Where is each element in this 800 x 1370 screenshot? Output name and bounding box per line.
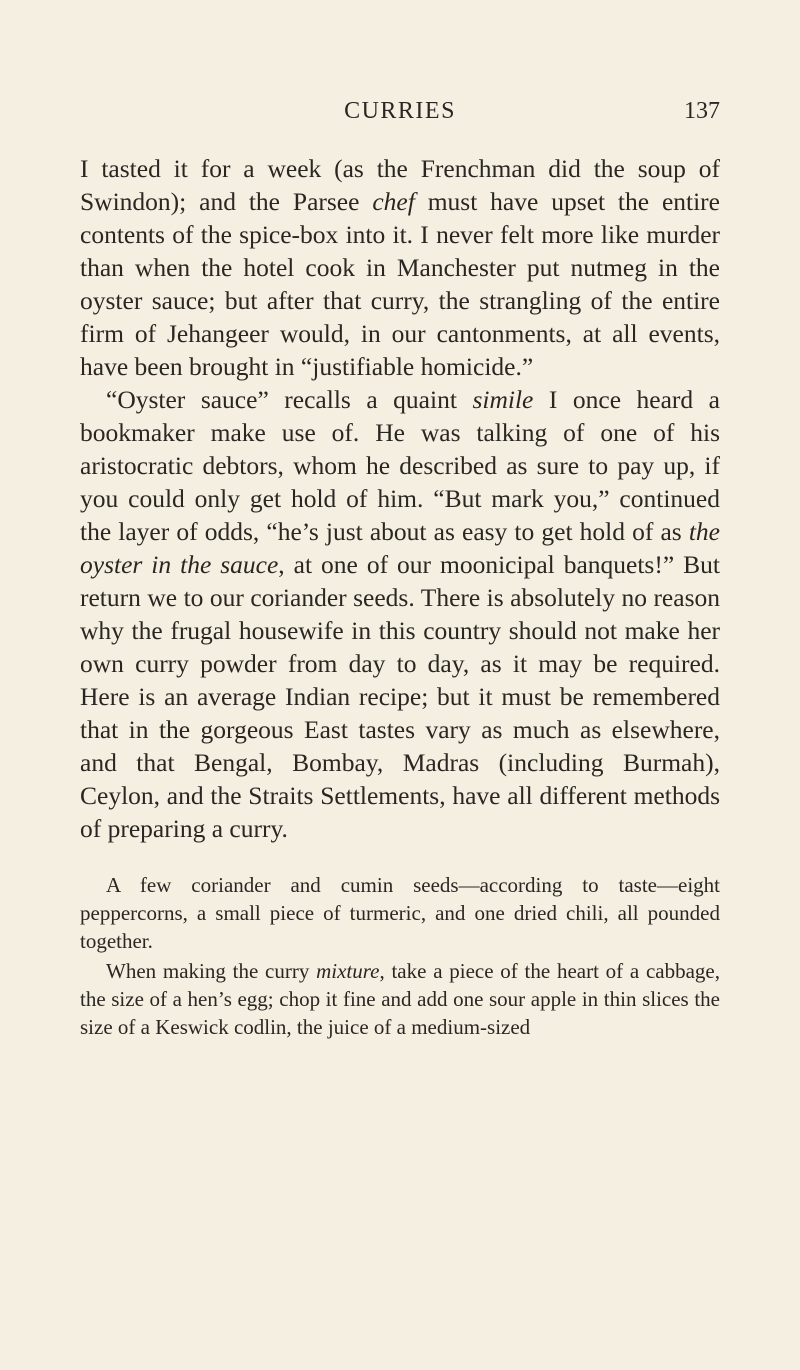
paragraph <box>80 383 720 845</box>
recipe-paragraph: A few coriander and cumin seeds—according to taste—eight peppercorns, a small piece of turmeric, and one dried chili, all pounded together. <box>80 873 720 953</box>
running-title: CURRIES <box>344 98 456 124</box>
text-run: , at one of our moonicipal banquets!” But return we to our coriander seeds. There is absolutely no reason why the frugal housewife in this country should not make her own curry powder from day to day, as it may be required. Here is an average Indian recipe; but it must be remembered that in the gorgeous East tastes vary as much as elsewhere, and that Bengal, Bombay, Madras (including Burmah), Ceylon, and the Straits Settlements, have all different methods of preparing a curry. <box>80 550 720 843</box>
italic-phrase: the oyster in the sauce <box>80 517 720 579</box>
main-text <box>80 152 720 845</box>
text-run: I once heard a bookmaker make use of. He was talking of one of his aristocratic debtors, whom he described as sure to pay up, if you could only get hold of him. “But mark you,” continued the layer of odds, “he’s just about as easy to get hold of as <box>80 385 721 546</box>
italic-word: mixture <box>316 959 380 983</box>
running-head <box>80 92 720 132</box>
text-run: When making the curry <box>106 959 317 983</box>
italic-word: chef <box>372 187 415 216</box>
italic-word: simile <box>472 385 534 414</box>
text-run: , take a piece of the heart of a cabbage, the size of a hen’s egg; chop it fine and add one sour apple in thin slices the size of a Keswick codlin, the juice of a medium-sized <box>80 959 721 1039</box>
recipe-paragraph <box>80 957 720 1041</box>
text-run: must have upset the entire contents of the spice-box into it. I never felt more like murder than when the hotel cook in Manchester put nutmeg in the oyster sauce; but after that curry, the strangling of the entire firm of Jehangeer would, in our cantonments, at all events, have been brought in “justifiable homicide.” <box>80 187 720 381</box>
text-run: “Oyster sauce” recalls a quaint <box>106 385 473 414</box>
paragraph <box>80 152 720 383</box>
text-run: I tasted it for a week (as the Frenchman did the soup of Swindon); and the Parsee <box>80 154 720 216</box>
body-text <box>80 152 720 1041</box>
page-number: 137 <box>684 98 720 124</box>
recipe-block <box>80 871 720 1041</box>
